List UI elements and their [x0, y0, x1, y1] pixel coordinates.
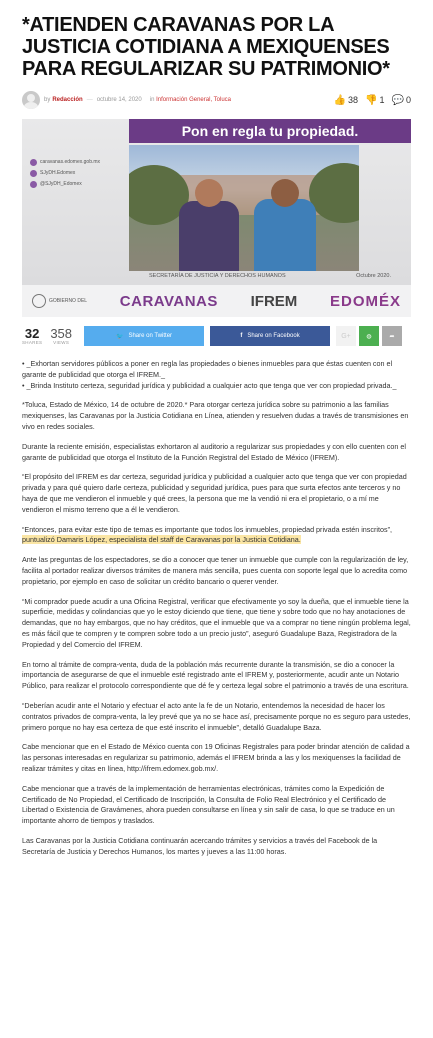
share-bar — [22, 325, 411, 347]
shares-count: 32 SHARES — [22, 326, 43, 345]
comments-link[interactable]: 💬 0 — [391, 94, 411, 106]
thumbs-down-icon: 👎 — [365, 94, 378, 106]
comment-icon: 💬 — [391, 94, 404, 106]
avatar[interactable] — [22, 91, 40, 109]
image-caption: SECRETARÍA DE JUSTICIA Y DERECHOS HUMANOS Octubre 2020. — [149, 273, 391, 279]
facebook-icon: f — [240, 333, 243, 339]
paragraph: “Mi comprador puede acudir a una Oficina Registral, verificar que efectivamente yo soy la dueña, que el inmueble tiene la superficie, medidas y colindancias que yo le estoy diciendo que tiene, que tiene y sobre todo que no hay anotaciones de demandas, que no hay embargos, que no hay créditos, que el inmueble que va a comprar no tiene ningún problema legal, es más fácil que te compren y te compren sobre todo a un precio justo”, aseguró Guadalupe Baza, Registradora de la Propiedad y del Comercio del IFREM. — [22, 596, 411, 649]
article — [0, 14, 433, 857]
photo-two-men — [129, 145, 359, 271]
image-social-links: caravanas.edomex.gob.mx SJyDH.Edomex @SJyDH_Edomex — [30, 157, 100, 190]
reaction-counts — [334, 95, 411, 106]
bullet-point: • _Exhortan servidores públicos a poner en regla las propiedades o bienes inmuebles para que éstas cuenten con el garante de publicidad que otorga el IFREM._ • _Brinda Instituto certeza, seguridad jurídica y publicidad a cualquier acto que tenga que ver con propiedad privada._ — [22, 359, 397, 390]
dislike-button[interactable]: 👎 1 — [365, 94, 385, 106]
caravanas-logo: CARAVANAS — [119, 292, 218, 310]
wechat-icon: ◍ — [366, 333, 372, 340]
paragraph: *Toluca, Estado de México, 14 de octubre de 2020.* Para otorgar certeza jurídica sobre su patrimonio a las familias mexiquenses, las Caravanas por la Justicia Cotidiana en Línea, atienden y resuelven dudas a través de transmisiones en vivo en redes sociales. — [22, 400, 409, 431]
seal-icon — [32, 294, 46, 308]
twitter-icon: 🐦 — [115, 333, 124, 340]
share-gplus-button[interactable]: G+ — [336, 326, 356, 346]
paragraph: Durante la reciente emisión, especialistas exhortaron al auditorio a regularizar sus propiedades y con ello cuenten con el garante de publicidad que otorga el Instituto de la Función Registral del Estado de México (IFREM). — [22, 441, 406, 462]
article-categories[interactable]: in Información General, Toluca — [149, 97, 232, 103]
share-twitter-button[interactable]: 🐦 Share on Twitter — [84, 326, 204, 346]
article-title: *ATIENDEN CARAVANAS POR LA JUSTICIA COTIDIANA A MEXIQUENSES PARA REGULARIZAR SU PATRIMONIO* — [22, 14, 390, 80]
thumbs-up-icon: 👍 — [333, 94, 347, 106]
by-label: by — [44, 97, 51, 103]
views-count: 358 VIEWS — [50, 326, 73, 345]
edomex-logo: EDOMÉX — [329, 292, 401, 310]
share-arrow-icon: ➦ — [389, 333, 395, 340]
share-wechat-button[interactable] — [359, 326, 379, 346]
like-button[interactable]: 👍 38 — [333, 94, 359, 106]
globe-icon — [30, 159, 37, 166]
paragraph: Ante las preguntas de los espectadores, se dio a conocer que tener un inmueble que cumple con la regularización de ley, facilita al portador realizar diversos trámites de manera más sencilla, pues cuenta con soporte legal que lo acredita como propietario, por ejemplo en caso de solicitar un crédito bancario o querer vender. — [22, 555, 409, 586]
paragraph: “Deberían acudir ante el Notario y efectuar el acto ante la fe de un Notario, entendemos la necesidad de hacer los contratos privados de compra-venta, la ley prevé que ya no se hace así, precisamente porque no es seguro para ustedes, primero porque no hay esa certeza de que esté inscrito el inmueble”, detalló Guadalupe Baza. — [22, 700, 411, 732]
share-facebook-button[interactable]: f Share on Facebook — [210, 326, 330, 346]
gobierno-logo: GOBIERNO DEL — [32, 294, 87, 308]
image-banner: Pon en regla tu propiedad. — [129, 119, 411, 143]
highlighted-text: puntualizó Damaris López, especialista del staff de Caravanas por la Justicia Cotidiana. — [22, 535, 301, 545]
paragraph: “El propósito del IFREM es dar certeza, seguridad jurídica y publicidad a cualquier acto que tenga que ver con propiedad privada y para qué quiero darle certeza, publicidad y seguridad jurídica, pues para que surta efectos ante terceros y no haya de que me vendieron el inmueble y qué crees, la persona que me la vendió ni era el propietario, o a mí me vendieron el mismo terreno que a él le vendieron. — [22, 472, 407, 514]
ifrem-logo: IFREM — [250, 292, 298, 310]
paragraph: Las Caravanas por la Justicia Cotidiana continuarán acercando trámites y servicios a través del Facebook de la Secretaría de Justicia y Derechos Humanos, los martes y jueves a las 11:00 horas. — [22, 835, 378, 856]
twitter-icon — [30, 181, 37, 188]
logo-strip — [22, 285, 411, 317]
article-body — [22, 359, 411, 857]
paragraph: Cabe mencionar que a través de la implementación de herramientas electrónicas, trámites como la Expedición de Certificado de No Propiedad, el Certificado de Inscripción, la Consulta de Folio Real Electrónico y el Certificado de Libertad o Existencia de Gravámenes, ahora pueden consultarse en línea y sin salir de casa, lo que se traduce en un importante ahorro de tiempos y traslados. — [22, 783, 395, 826]
author-link[interactable]: Redacción — [52, 97, 83, 103]
article-meta — [22, 90, 411, 110]
facebook-icon — [30, 170, 37, 177]
paragraph: En torno al trámite de compra-venta, duda de la población más recurrente durante la transmisión, se dio a conocer la importancia de asegurarse de que el inmueble esté registrado ante el IFREM y, posteriormente, acudir ante un Notario Público, para realizar el protocolo correspondiente que dé fe y certeza legal sobre el patrimonio a través de una escritura. — [22, 659, 409, 691]
meta-separator: — — [86, 97, 93, 103]
paragraph: Cabe mencionar que en el Estado de México cuenta con 19 Oficinas Registrales para poder brindar atención de calidad a las personas interesadas en regularizar su patrimonio, además el IFREM brinda a las y los mexiquenses la facilidad de realizar trámites y citas en línea, http://ifrem.edomex.gob.mx/. — [22, 742, 410, 773]
share-more-button[interactable] — [382, 326, 402, 346]
featured-image — [22, 119, 411, 285]
article-date: octubre 14, 2020 — [96, 97, 142, 103]
paragraph: “Entonces, para evitar este tipo de temas es importante que todos los inmuebles, propiedad privada estén inscritos”, puntualizó Damaris López, especialista del staff de Caravanas por la Justicia Cotidiana. — [22, 524, 392, 545]
